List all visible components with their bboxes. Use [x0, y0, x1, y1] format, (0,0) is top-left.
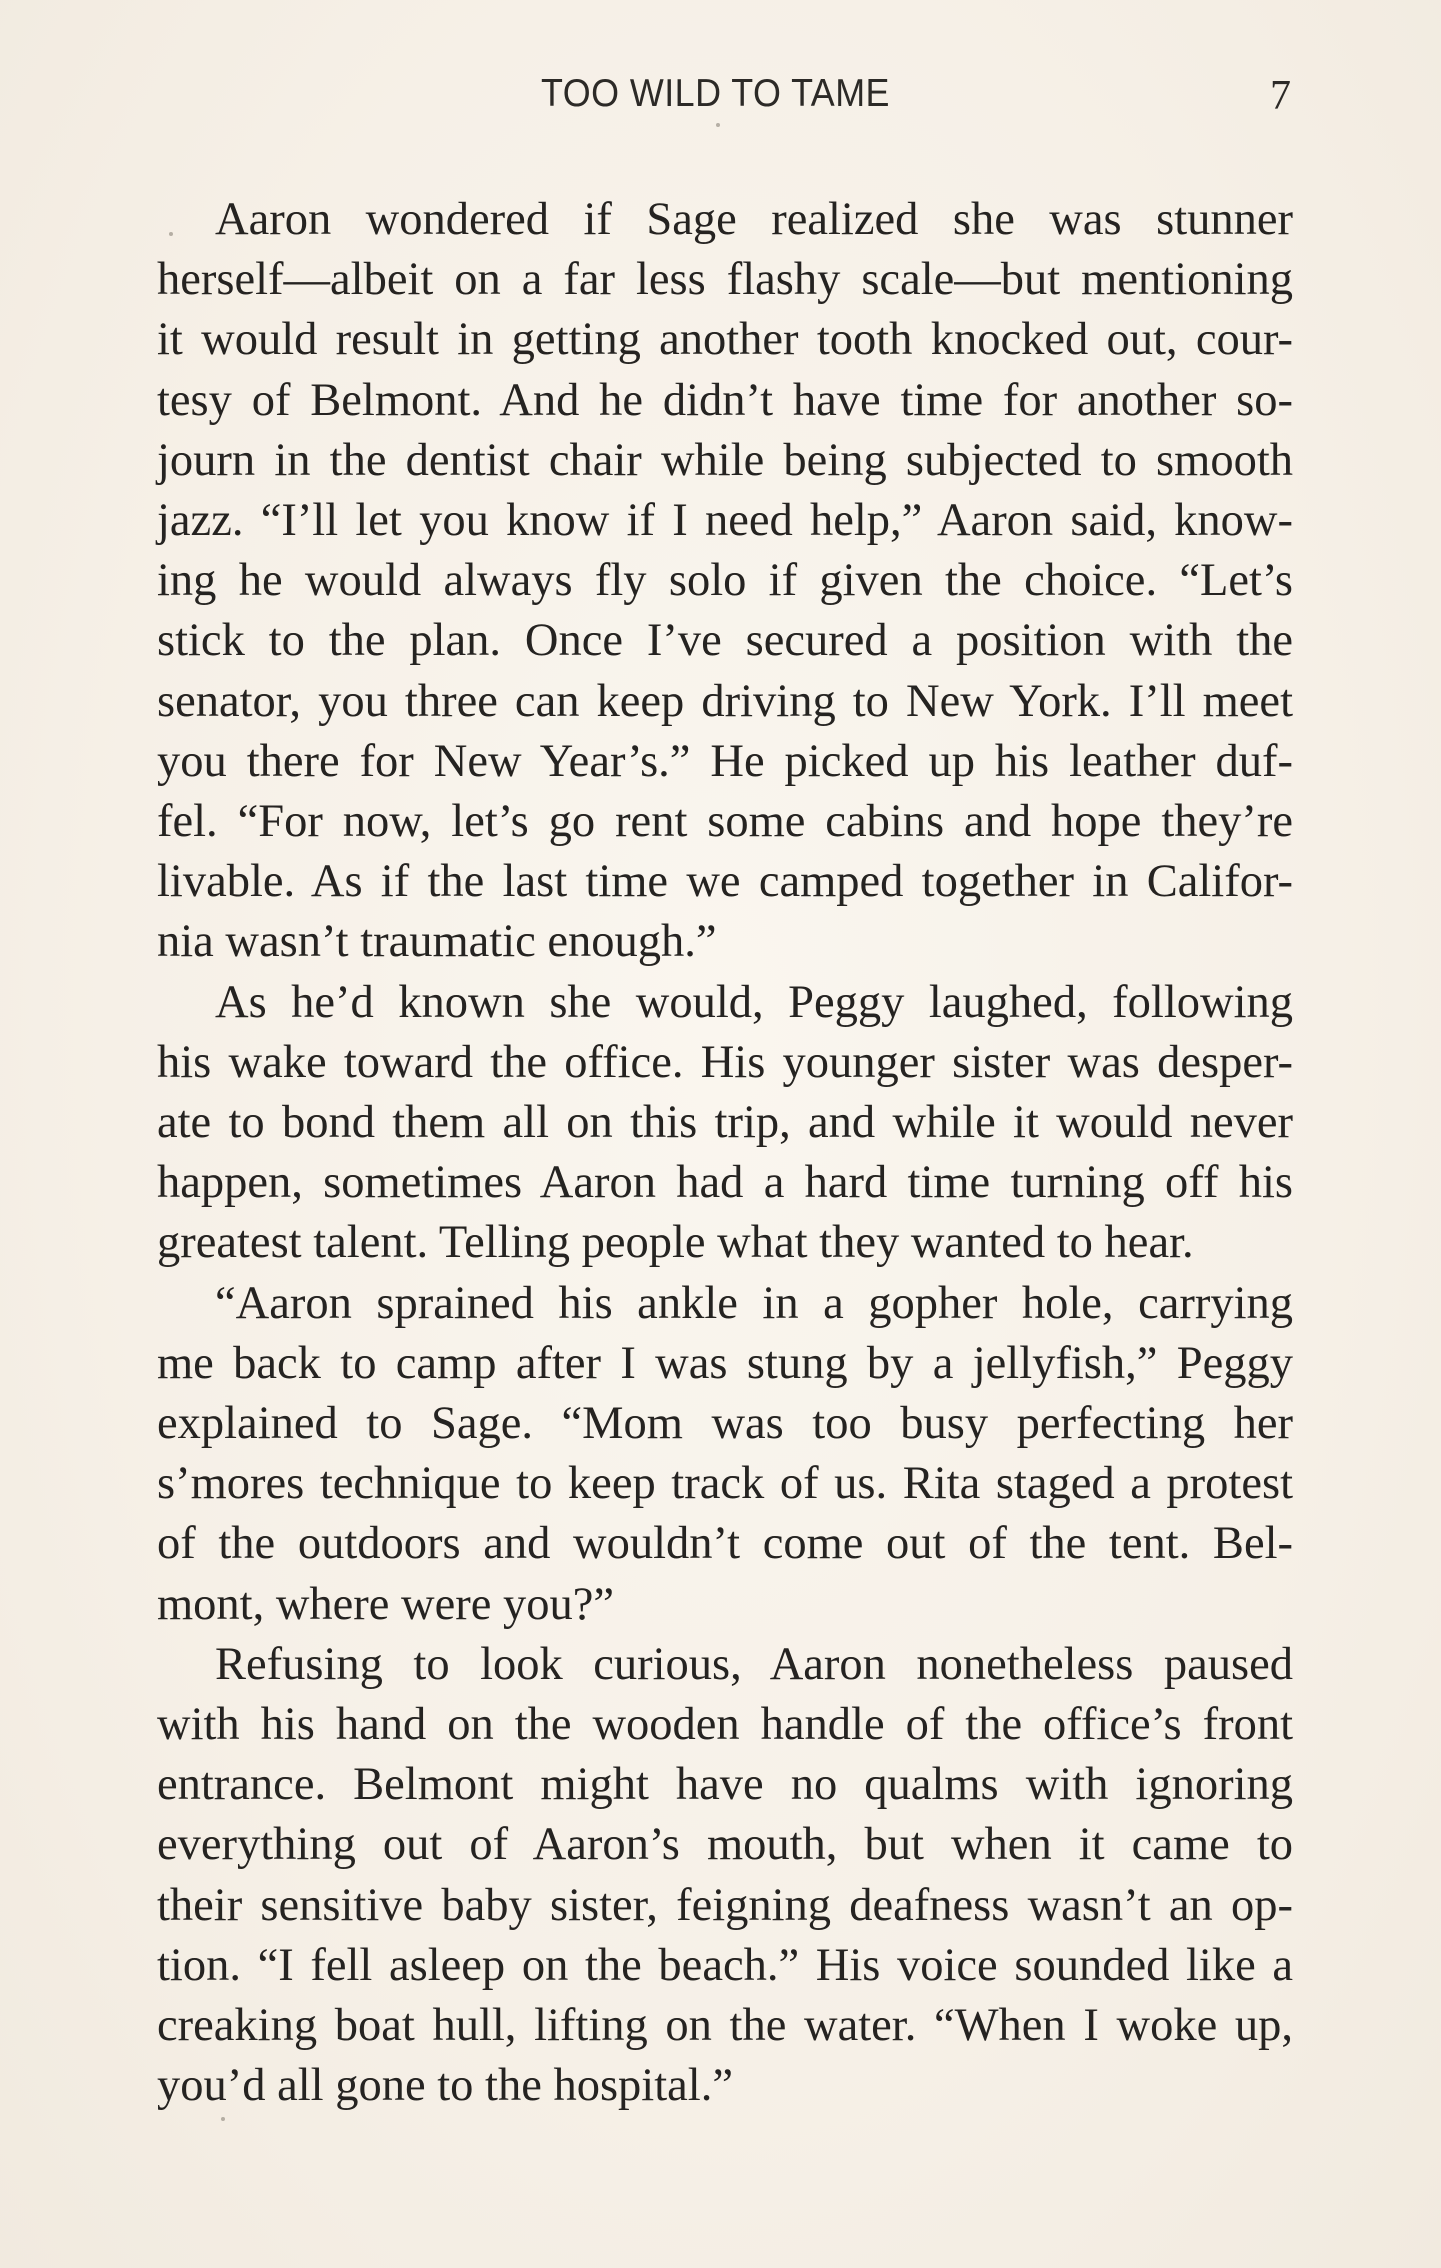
text-line: tion. “I fell asleep on the beach.” His voice sounded like a [157, 1939, 1293, 1991]
text-line: fel. “For now, let’s go rent some cabins and hope they’re [157, 796, 1293, 848]
text-line: his wake toward the office. His younger sister was desper- [157, 1036, 1293, 1088]
text-line: entrance. Belmont might have no qualms with ignoring [157, 1759, 1293, 1811]
text-line: journ in the dentist chair while being subjected to smooth [157, 434, 1293, 486]
text-line: with his hand on the wooden handle of the office’s front [157, 1699, 1293, 1751]
text-line: s’mores technique to keep track of us. Rita staged a protest [157, 1458, 1293, 1510]
text-line: Refusing to look curious, Aaron nonetheless paused [215, 1638, 1293, 1690]
page-number: 7 [1270, 73, 1291, 119]
text-line: Aaron wondered if Sage realized she was stunner [215, 194, 1293, 245]
paragraph-1 [157, 190, 1293, 973]
text-line: senator, you three can keep driving to New York. I’ll meet [157, 675, 1293, 727]
text-line: tesy of Belmont. And he didn’t have time for another so- [157, 374, 1293, 426]
paper-speck [221, 2117, 225, 2121]
text-line: explained to Sage. “Mom was too busy perfecting her [157, 1398, 1293, 1450]
text-line: me back to camp after I was stung by a jellyfish,” Peggy [157, 1337, 1293, 1389]
text-line: ate to bond them all on this trip, and while it would never [157, 1097, 1293, 1149]
text-line: it would result in getting another tooth knocked out, cour- [157, 314, 1293, 366]
text-line: ing he would always fly solo if given the choice. “Let’s [157, 555, 1293, 607]
text-line: “Aaron sprained his ankle in a gopher hole, carrying [215, 1277, 1293, 1329]
text-line: mont, where were you?” [157, 1578, 615, 1630]
body-text [157, 190, 1293, 2117]
text-line: you there for New Year’s.” He picked up his leather duf- [157, 735, 1293, 787]
text-line: As he’d known she would, Peggy laughed, following [215, 976, 1293, 1028]
text-line: stick to the plan. Once I’ve secured a position with the [157, 615, 1293, 667]
text-line: their sensitive baby sister, feigning deafness wasn’t an op- [157, 1879, 1293, 1931]
text-line: herself—albeit on a far less flashy scale—but mentioning [157, 254, 1293, 306]
text-line: everything out of Aaron’s mouth, but when it came to [157, 1819, 1293, 1871]
text-line: happen, sometimes Aaron had a hard time turning off his [157, 1157, 1293, 1209]
text-line: you’d all gone to the hospital.” [157, 2060, 733, 2112]
text-line: jazz. “I’ll let you know if I need help,” Aaron said, know- [157, 495, 1293, 547]
paper-speck [716, 123, 720, 127]
text-line: greatest talent. Telling people what they wanted to hear. [157, 1217, 1194, 1269]
text-line: nia wasn’t traumatic enough.” [157, 916, 717, 968]
paragraph-2 [157, 973, 1293, 1274]
text-line: livable. As if the last time we camped together in Califor- [157, 856, 1293, 908]
paragraph-3 [157, 1274, 1293, 1635]
running-head [0, 72, 1441, 132]
book-title: TOO WILD TO TAME [541, 72, 890, 115]
text-line: of the outdoors and wouldn’t come out of the tent. Bel- [157, 1518, 1293, 1570]
paper-speck [169, 232, 173, 236]
paragraph-4 [157, 1635, 1293, 2117]
text-line: creaking boat hull, lifting on the water. “When I woke up, [157, 2000, 1293, 2052]
